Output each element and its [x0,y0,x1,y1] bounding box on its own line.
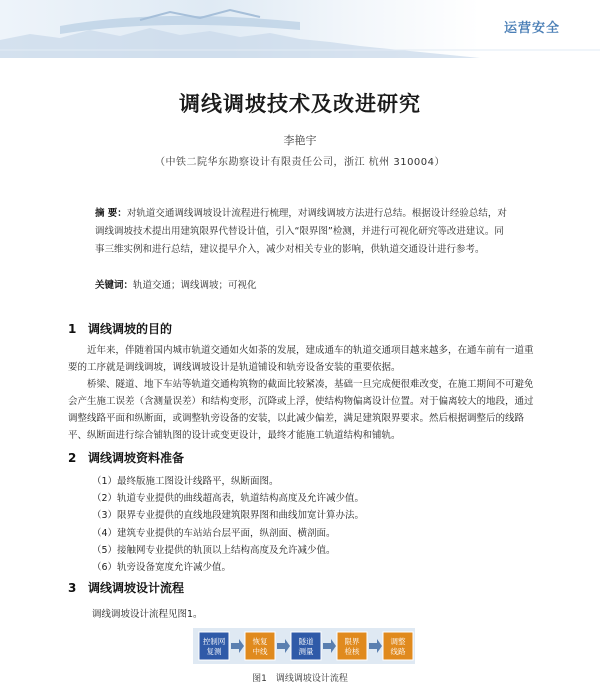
flow-step-label: 线路 [390,647,406,656]
article-title: 调线调坡技术及改进研究 [179,92,421,116]
list-item: （4）建筑专业提供的车站站台层平面，纵剖面、横剖面。 [92,527,336,539]
section-1-paragraph-2: 桥梁、隧道、地下车站等轨道交通构筑物的截面比较紧凑，基础一旦完成便很难改变，在施工期间不可避免会产生施工误差（含测量误差）和结构变形，沉降或上浮，使结构物偏离设计位置。对于偏离较大的地段，通过调整线路平面和纵断面，或调整轨旁设备的安装，以此减少偏差，满足建筑限界要求。然后根据调整后的线路平、纵断面进行综合铺轨图的设计或变更设计，最终才能施工轨道结构和铺轨。 [68,379,534,441]
section-number: 3 [68,581,77,595]
section-heading-2 [68,449,184,466]
flow-step-label: 中线 [252,647,268,656]
flow-arrow [323,639,336,653]
list-item: （6）轨旁设备宽度允许减少值。 [92,562,232,574]
keywords-label: 关键词： [95,280,134,291]
section-1-paragraph-1: 近年来，伴随着国内城市轨道交通如火如荼的发展，建成通车的轨道交通项目越来越多，在通车前有一道重要的工序就是调线调坡，调线调坡设计是轨道铺设和轨旁设备安装的重要依据。 [68,345,534,373]
flow-step-label: 检核 [344,647,360,656]
section-label: 运营安全 [503,21,560,36]
section-heading-1 [68,320,172,337]
header-band [0,0,600,58]
flow-arrow [369,639,382,653]
section-title: 调线调坡设计流程 [88,581,185,595]
abstract-label: 摘 要： [95,208,127,219]
flow-step-label: 测量 [298,647,314,656]
article-affiliation: （中铁二院华东勘察设计有限责任公司，浙江 杭州 310004） [154,157,446,168]
flow-intro: 调线调坡设计流程见图1。 [92,609,203,620]
section-number: 2 [68,451,77,465]
section-number: 1 [68,322,77,336]
article-author: 李艳宇 [283,134,317,147]
section-title: 调线调坡的目的 [88,322,173,336]
flow-step-label: 复测 [206,647,222,656]
flow-step-label: 控制网 [202,637,226,646]
flow-step-label: 限界 [344,637,360,646]
list-item: （2）轨道专业提供的曲线超高表，轨道结构高度及允许减少值。 [92,493,365,505]
flow-step-label: 隧道 [298,637,314,646]
flow-step-label: 调整 [390,637,406,646]
flowchart [193,628,415,664]
keywords-text: 轨道交通；调线调坡；可视化 [133,280,257,291]
figure-caption: 图1 调线调坡设计流程 [252,674,348,684]
flow-step-label: 恢复 [252,637,268,646]
abstract-text: 对轨道交通调线调坡设计流程进行梳理，对调线调坡方法进行总结。根据设计经验总结，对调线调坡技术提出用建筑限界代替设计值，引入“限界图”检测，并进行可视化研究等改进建议。同事三维实例和进行总结，建议提早介入，减少对相关专业的影响，供轨道交通设计进行参考。 [95,208,507,255]
keywords [95,277,507,291]
abstract [95,205,507,259]
flow-arrow [231,639,244,653]
flowchart-figure [193,628,415,664]
list-item: （1）最终版施工图设计线路平，纵断面图。 [92,476,279,487]
flow-arrow [277,639,290,653]
materials-list [92,473,364,576]
section-title: 调线调坡资料准备 [88,451,185,465]
list-item: （5）接触网专业提供的轨顶以上结构高度及允许减少值。 [92,544,336,556]
list-item: （3）限界专业提供的直线地段建筑限界图和曲线加宽计算办法。 [92,510,365,522]
section-heading-3 [68,579,184,596]
